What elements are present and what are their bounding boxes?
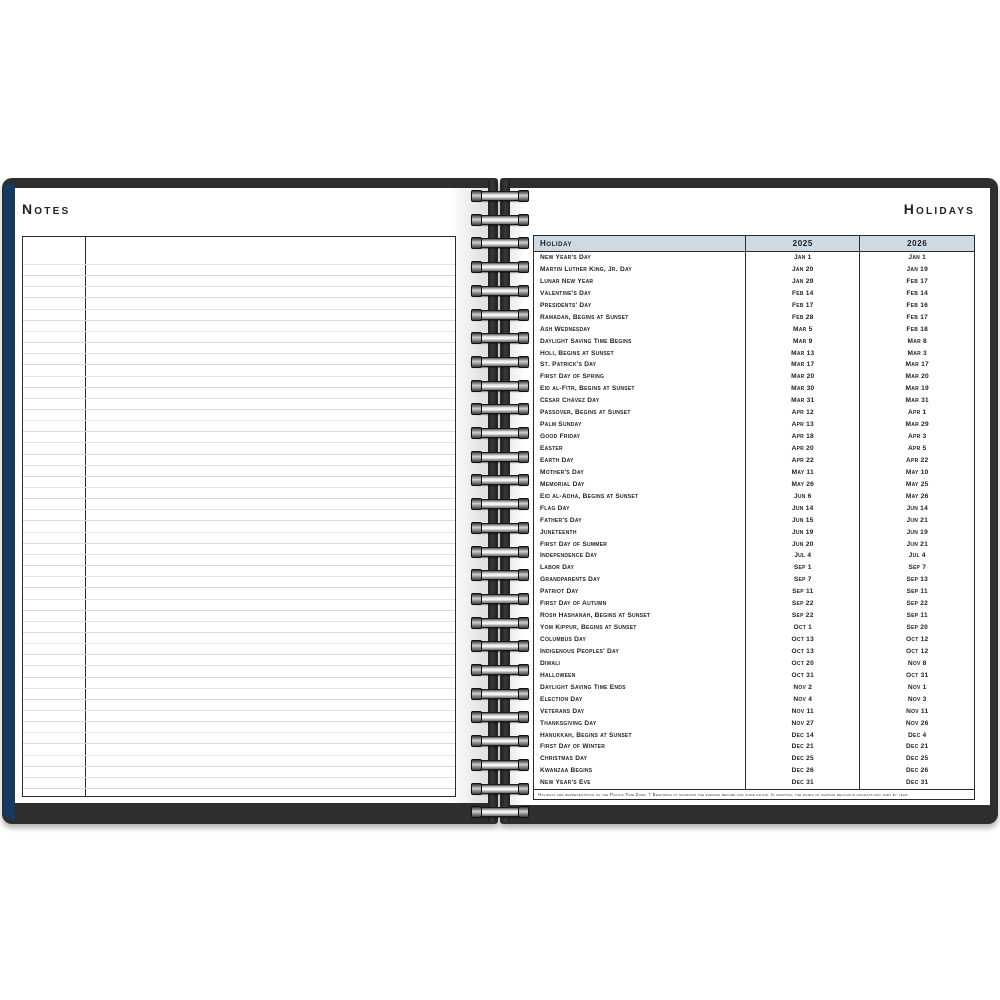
holiday-name: Lunar New Year bbox=[534, 276, 746, 288]
ruled-line bbox=[23, 643, 455, 644]
holiday-date: Sep 22 bbox=[906, 600, 929, 608]
table-row bbox=[534, 479, 974, 491]
binding-loop bbox=[471, 428, 529, 438]
ruled-line bbox=[23, 264, 455, 265]
table-row bbox=[534, 539, 974, 551]
holiday-name: First Day of Spring bbox=[534, 371, 746, 383]
holiday-date: Feb 18 bbox=[906, 325, 929, 333]
table-row bbox=[534, 634, 974, 646]
ruled-line bbox=[23, 286, 455, 287]
binding-loop bbox=[471, 381, 529, 391]
holiday-date: Mar 13 bbox=[746, 348, 860, 360]
holiday-name: Columbus Day bbox=[534, 634, 746, 646]
notes-margin-divider bbox=[85, 237, 86, 796]
holiday-date: Oct 31 bbox=[905, 671, 929, 679]
table-row bbox=[534, 718, 974, 730]
holiday-date: Feb 17 bbox=[746, 300, 860, 312]
holiday-name: Independence Day bbox=[534, 550, 746, 562]
table-row bbox=[534, 371, 974, 383]
holiday-name: Veterans Day bbox=[534, 706, 746, 718]
ruled-line bbox=[23, 465, 455, 466]
table-row bbox=[534, 276, 974, 288]
table-row bbox=[534, 550, 974, 562]
ruled-line bbox=[23, 431, 455, 432]
binding-loop bbox=[471, 618, 529, 628]
table-row bbox=[534, 300, 974, 312]
binding-loop bbox=[471, 215, 529, 225]
holiday-date: Jun 6 bbox=[746, 491, 860, 503]
holiday-name: Christmas Day bbox=[534, 753, 746, 765]
holiday-date: Mar 9 bbox=[746, 336, 860, 348]
ruled-line bbox=[23, 710, 455, 711]
holiday-name: Palm Sunday bbox=[534, 419, 746, 431]
holiday-name: Presidents' Day bbox=[534, 300, 746, 312]
holiday-name: Thanksgiving Day bbox=[534, 718, 746, 730]
header-2025: 2025 bbox=[746, 236, 860, 251]
holiday-date: Nov 26 bbox=[905, 719, 929, 727]
holiday-date: Oct 13 bbox=[746, 634, 860, 646]
ruled-line bbox=[23, 599, 455, 600]
holiday-date: Sep 20 bbox=[906, 624, 929, 632]
holiday-name: Patriot Day bbox=[534, 586, 746, 598]
ruled-line bbox=[23, 677, 455, 678]
binding-loop bbox=[471, 784, 529, 794]
table-row bbox=[534, 431, 974, 443]
holiday-date: Oct 12 bbox=[905, 636, 929, 643]
holiday-date: Sep 7 bbox=[746, 574, 860, 586]
holiday-date: Mar 20 bbox=[746, 371, 860, 383]
holiday-name: Flag Day bbox=[534, 503, 746, 515]
holiday-date: Sep 22 bbox=[746, 598, 860, 610]
ruled-line bbox=[23, 420, 455, 421]
holiday-date: Feb 17 bbox=[906, 313, 929, 321]
holiday-date: Sep 22 bbox=[746, 610, 860, 622]
table-row bbox=[534, 383, 974, 395]
table-row bbox=[534, 419, 974, 431]
table-row bbox=[534, 324, 974, 336]
holiday-date: Apr 3 bbox=[907, 433, 927, 441]
ruled-line bbox=[23, 532, 455, 533]
table-row bbox=[534, 574, 974, 586]
holiday-date: Jul 4 bbox=[746, 550, 860, 562]
holiday-date: Jan 29 bbox=[746, 276, 860, 288]
holiday-date: Dec 4 bbox=[907, 731, 927, 739]
ruled-line bbox=[23, 665, 455, 666]
ruled-line bbox=[23, 565, 455, 566]
holidays-page-title: Holidays bbox=[903, 201, 975, 217]
table-row bbox=[534, 527, 974, 539]
holiday-date: Mar 17 bbox=[905, 361, 929, 369]
ruled-line bbox=[23, 509, 455, 510]
holiday-date: Jun 21 bbox=[906, 516, 928, 524]
binding-loop bbox=[471, 404, 529, 414]
table-row bbox=[534, 682, 974, 694]
table-row bbox=[534, 610, 974, 622]
holiday-name: Valentine's Day bbox=[534, 288, 746, 300]
holiday-name: Indigenous Peoples' Day bbox=[534, 646, 746, 658]
holiday-date: Mar 19 bbox=[905, 385, 929, 393]
header-holiday: Holiday bbox=[534, 236, 746, 251]
table-row bbox=[534, 288, 974, 300]
holiday-name: Juneteenth bbox=[534, 527, 746, 539]
table-row bbox=[534, 503, 974, 515]
binding-loop bbox=[471, 689, 529, 699]
holiday-name: Ash Wednesday bbox=[534, 324, 746, 336]
ruled-line bbox=[23, 409, 455, 410]
holiday-name: Martin Luther King, Jr. Day bbox=[534, 264, 746, 276]
ruled-line bbox=[23, 576, 455, 577]
holiday-date: Apr 5 bbox=[907, 445, 927, 452]
holiday-date: Mar 31 bbox=[905, 397, 929, 405]
holiday-date: Dec 21 bbox=[746, 741, 860, 753]
binding-loop bbox=[471, 736, 529, 746]
holiday-date: Oct 1 bbox=[746, 622, 860, 634]
holiday-date: Apr 12 bbox=[746, 407, 860, 419]
holiday-date: May 11 bbox=[746, 467, 860, 479]
ruled-line bbox=[23, 788, 455, 789]
binding-loop bbox=[471, 310, 529, 320]
holiday-date: Sep 1 bbox=[746, 562, 860, 574]
binding-loop bbox=[471, 499, 529, 509]
binding-loop bbox=[471, 594, 529, 604]
ruled-line bbox=[23, 454, 455, 455]
table-row bbox=[534, 622, 974, 634]
holiday-name: Election Day bbox=[534, 694, 746, 706]
holiday-date: Sep 13 bbox=[906, 576, 929, 584]
table-row bbox=[534, 646, 974, 658]
holiday-date: Mar 31 bbox=[746, 395, 860, 407]
ruled-line bbox=[23, 688, 455, 689]
holiday-date: Jun 20 bbox=[746, 539, 860, 551]
holiday-date: Jun 19 bbox=[746, 527, 860, 539]
holiday-name: Daylight Saving Time Begins bbox=[534, 336, 746, 348]
holiday-name: César Chávez Day bbox=[534, 395, 746, 407]
holiday-date: Feb 14 bbox=[746, 288, 860, 300]
spiral-binding bbox=[471, 191, 527, 813]
holiday-date: May 26 bbox=[746, 479, 860, 491]
ruled-line bbox=[23, 331, 455, 332]
holiday-date: Mar 8 bbox=[907, 337, 927, 345]
holiday-name: Earth Day bbox=[534, 455, 746, 467]
holiday-date: Apr 18 bbox=[746, 431, 860, 443]
ruled-line bbox=[23, 342, 455, 343]
holiday-date: Jan 20 bbox=[746, 264, 860, 276]
holiday-name: St. Patrick's Day bbox=[534, 359, 746, 371]
table-row bbox=[534, 658, 974, 670]
table-row bbox=[534, 264, 974, 276]
holiday-date: Feb 17 bbox=[906, 277, 929, 285]
holiday-date: Mar 30 bbox=[746, 383, 860, 395]
ruled-line bbox=[23, 498, 455, 499]
holiday-date: Apr 13 bbox=[746, 419, 860, 431]
holiday-name: Kwanzaa Begins bbox=[534, 765, 746, 777]
binding-loop bbox=[471, 712, 529, 722]
holiday-date: Nov 3 bbox=[907, 695, 927, 703]
ruled-line bbox=[23, 587, 455, 588]
binding-loop bbox=[471, 238, 529, 248]
binding-loop bbox=[471, 333, 529, 343]
holiday-date: Dec 26 bbox=[746, 765, 860, 777]
holiday-date: Mar 3 bbox=[907, 349, 927, 357]
ruled-line bbox=[23, 376, 455, 377]
table-row bbox=[534, 777, 974, 789]
holiday-date: Dec 26 bbox=[906, 767, 929, 775]
holiday-date: Nov 11 bbox=[746, 706, 860, 718]
holiday-date: Jul 4 bbox=[908, 552, 926, 560]
binding-loop bbox=[471, 665, 529, 675]
holiday-date: Dec 25 bbox=[746, 753, 860, 765]
holiday-name: First Day of Summer bbox=[534, 539, 746, 551]
ruled-line bbox=[23, 554, 455, 555]
holiday-date: Oct 31 bbox=[746, 670, 860, 682]
holiday-date: May 25 bbox=[905, 480, 929, 488]
table-row bbox=[534, 562, 974, 574]
holiday-date: Dec 25 bbox=[906, 755, 929, 763]
holiday-date: Mar 20 bbox=[905, 373, 929, 381]
holiday-date: Nov 4 bbox=[746, 694, 860, 706]
holiday-date: Nov 27 bbox=[746, 718, 860, 730]
holiday-date: Dec 14 bbox=[746, 730, 860, 742]
holidays-table-body bbox=[534, 252, 974, 789]
ruled-line bbox=[23, 610, 455, 611]
table-row bbox=[534, 252, 974, 264]
binding-loop bbox=[471, 547, 529, 557]
holiday-name: New Year's Eve bbox=[534, 777, 746, 789]
holiday-date: Sep 11 bbox=[746, 586, 860, 598]
notes-page-title: Notes bbox=[22, 201, 71, 217]
ruled-line bbox=[23, 721, 455, 722]
holiday-date: May 10 bbox=[905, 468, 929, 476]
ruled-line bbox=[23, 398, 455, 399]
holiday-name: Daylight Saving Time Ends bbox=[534, 682, 746, 694]
header-2026: 2026 bbox=[907, 239, 928, 248]
holiday-name: Labor Day bbox=[534, 562, 746, 574]
table-row bbox=[534, 359, 974, 371]
holiday-date: Dec 31 bbox=[746, 777, 860, 789]
ruled-line bbox=[23, 699, 455, 700]
ruled-line bbox=[23, 353, 455, 354]
holiday-name: Rosh Hashanah, Begins at Sunset bbox=[534, 610, 746, 622]
holiday-name: New Year's Day bbox=[534, 252, 746, 264]
ruled-line bbox=[23, 275, 455, 276]
holiday-name: Eid al-Fitr, Begins at Sunset bbox=[534, 383, 746, 395]
table-row bbox=[534, 598, 974, 610]
holiday-name: Yom Kippur, Begins at Sunset bbox=[534, 622, 746, 634]
holidays-table bbox=[533, 235, 975, 800]
holiday-date: Mar 17 bbox=[746, 359, 860, 371]
holiday-name: Memorial Day bbox=[534, 479, 746, 491]
ruled-line bbox=[23, 632, 455, 633]
ruled-line bbox=[23, 476, 455, 477]
ruled-line bbox=[23, 732, 455, 733]
ruled-line bbox=[23, 487, 455, 488]
binding-loop bbox=[471, 570, 529, 580]
holiday-date: Mar 5 bbox=[746, 324, 860, 336]
ruled-line bbox=[23, 297, 455, 298]
ruled-line bbox=[23, 309, 455, 310]
table-row bbox=[534, 586, 974, 598]
table-row bbox=[534, 741, 974, 753]
holiday-date: Sep 7 bbox=[908, 564, 927, 572]
table-row bbox=[534, 515, 974, 527]
holiday-name: Easter bbox=[534, 443, 746, 455]
ruled-line bbox=[23, 364, 455, 365]
holiday-date: Sep 11 bbox=[906, 588, 928, 596]
table-row bbox=[534, 443, 974, 455]
binding-loop bbox=[471, 760, 529, 770]
holiday-date: Jun 14 bbox=[906, 504, 928, 512]
holidays-footnote: Holidays are representative of the Pacific Time Zone. † Beginning at sundown the evening before for some faiths. In addition, the dates of certain religious holidays may vary by year. bbox=[534, 789, 974, 799]
holiday-name: Mother's Day bbox=[534, 467, 746, 479]
ruled-line bbox=[23, 442, 455, 443]
holiday-date: Nov 11 bbox=[906, 707, 929, 715]
binding-loop bbox=[471, 286, 529, 296]
holiday-date: Jun 15 bbox=[746, 515, 860, 527]
ruled-line bbox=[23, 743, 455, 744]
ruled-line bbox=[23, 755, 455, 756]
ruled-line bbox=[23, 777, 455, 778]
table-row bbox=[534, 765, 974, 777]
ruled-line bbox=[23, 387, 455, 388]
binding-loop bbox=[471, 262, 529, 272]
holiday-date: Jan 19 bbox=[906, 265, 928, 273]
binding-loop bbox=[471, 357, 529, 367]
holiday-date: Apr 22 bbox=[746, 455, 860, 467]
holiday-date: Dec 21 bbox=[906, 743, 929, 751]
holiday-name: Hanukkah, Begins at Sunset bbox=[534, 730, 746, 742]
holiday-date: May 26 bbox=[905, 492, 929, 500]
holiday-name: First Day of Autumn bbox=[534, 598, 746, 610]
notes-ruled-box bbox=[22, 236, 456, 797]
holiday-date: Apr 22 bbox=[906, 456, 929, 464]
holiday-name: Eid al-Adha, Begins at Sunset bbox=[534, 491, 746, 503]
holiday-date: Oct 20 bbox=[746, 658, 860, 670]
binding-loop bbox=[471, 641, 529, 651]
holiday-name: First Day of Winter bbox=[534, 741, 746, 753]
table-row bbox=[534, 670, 974, 682]
holiday-date: Apr 20 bbox=[746, 443, 860, 455]
table-row bbox=[534, 694, 974, 706]
cover-navy-edge bbox=[4, 183, 15, 819]
holiday-date: Oct 13 bbox=[746, 646, 860, 658]
ruled-line bbox=[23, 543, 455, 544]
ruled-line bbox=[23, 621, 455, 622]
ruled-line bbox=[23, 766, 455, 767]
holidays-table-header bbox=[534, 236, 974, 252]
holiday-date: Oct 12 bbox=[905, 647, 929, 655]
holiday-name: Passover, Begins at Sunset bbox=[534, 407, 746, 419]
holiday-name: Good Friday bbox=[534, 431, 746, 443]
holiday-date: Jan 1 bbox=[746, 252, 860, 264]
ruled-line bbox=[23, 520, 455, 521]
table-row bbox=[534, 730, 974, 742]
table-row bbox=[534, 455, 974, 467]
holiday-date: Nov 8 bbox=[907, 659, 927, 667]
binding-loop bbox=[471, 191, 529, 201]
table-row bbox=[534, 336, 974, 348]
holiday-name: Halloween bbox=[534, 670, 746, 682]
holiday-date: Jan 1 bbox=[908, 254, 927, 261]
holiday-date: Feb 28 bbox=[746, 312, 860, 324]
holiday-date: Apr 1 bbox=[907, 409, 927, 417]
holiday-date: Jun 21 bbox=[906, 540, 928, 548]
table-row bbox=[534, 312, 974, 324]
binding-loop bbox=[471, 452, 529, 462]
holiday-date: Jun 19 bbox=[906, 528, 928, 536]
ruled-line bbox=[23, 320, 455, 321]
table-row bbox=[534, 753, 974, 765]
holiday-date: Dec 31 bbox=[906, 779, 929, 787]
holiday-date: Nov 2 bbox=[746, 682, 860, 694]
holiday-name: Grandparents Day bbox=[534, 574, 746, 586]
table-row bbox=[534, 491, 974, 503]
binding-loop bbox=[471, 523, 529, 533]
holiday-date: Jun 14 bbox=[746, 503, 860, 515]
table-row bbox=[534, 467, 974, 479]
holiday-date: Feb 14 bbox=[906, 289, 929, 297]
table-row bbox=[534, 407, 974, 419]
holiday-name: Holi, Begins at Sunset bbox=[534, 348, 746, 360]
binding-loop bbox=[471, 475, 529, 485]
binding-loop bbox=[471, 807, 529, 817]
table-row bbox=[534, 348, 974, 360]
table-row bbox=[534, 706, 974, 718]
holiday-date: Feb 16 bbox=[906, 301, 929, 309]
holiday-date: Sep 11 bbox=[906, 612, 928, 620]
holiday-name: Diwali bbox=[534, 658, 746, 670]
holiday-name: Father's Day bbox=[534, 515, 746, 527]
ruled-line bbox=[23, 654, 455, 655]
holiday-name: Ramadan, Begins at Sunset bbox=[534, 312, 746, 324]
holiday-date: Nov 1 bbox=[907, 683, 927, 691]
holiday-date: Mar 29 bbox=[905, 421, 929, 429]
table-row bbox=[534, 395, 974, 407]
